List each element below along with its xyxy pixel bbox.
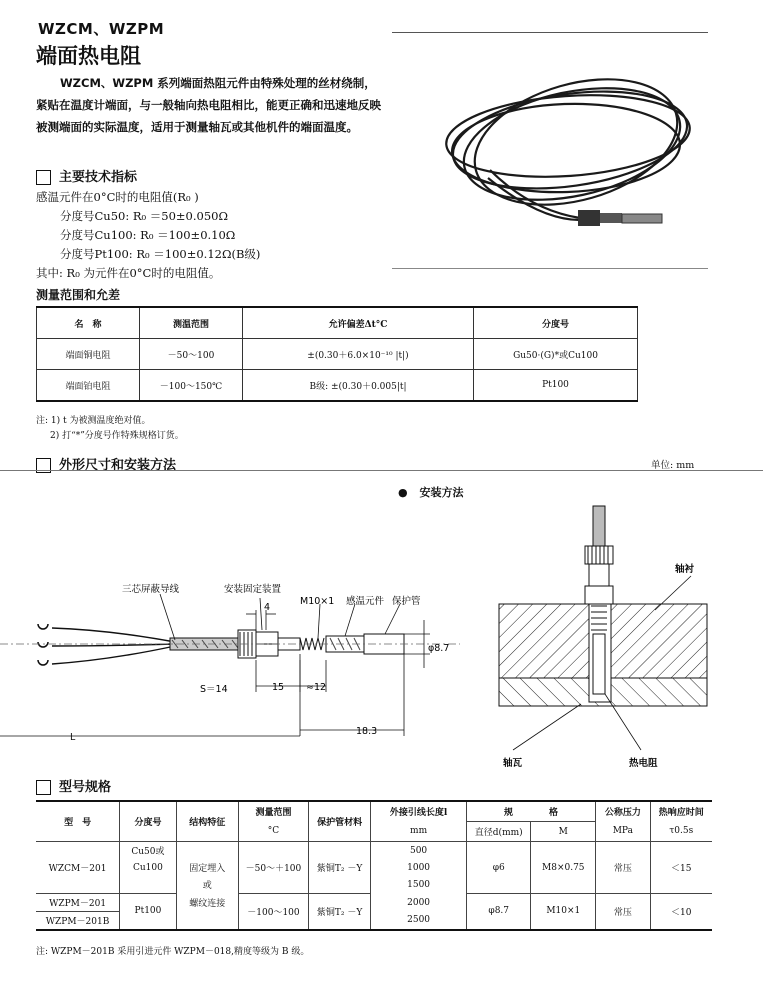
cell: 固定埋入 [176,859,238,876]
table-row [36,912,712,931]
cell: －50～100 [140,339,243,370]
col-header: 外接引线长度l [371,801,467,822]
label-dim4: 4 [264,602,271,613]
col-unit: MPa [596,822,650,842]
section-tech-specs [36,166,137,185]
col-header: 允许偏差Δt°C [243,307,474,339]
note-line: 注: 1) t 为被测温度绝对值。 [36,416,151,426]
table-row [37,339,638,370]
col-header: 规 格 [467,801,596,822]
col-header: 分度号 [474,307,638,339]
cell: Pt100 [474,370,638,402]
label-s14: S＝14 [200,684,228,695]
table-row [36,842,712,860]
bullet-icon: ● [398,486,408,499]
dimension-drawing [0,580,480,750]
model-table [36,800,712,931]
label-tube: 保护管 [392,596,421,607]
photo-rule [392,268,708,269]
cell: B级: ±(0.30＋0.005|t| [243,370,474,402]
cell: WZCM－201 [36,859,120,876]
resistance-heading: 感温元件在0°C时的电阻值(R₀ ) [36,190,199,204]
spec-line: 分度号Pt100: R₀ ＝100±0.12Ω(B级) [60,247,261,261]
footnote: 注: WZPM－201B 采用引进元件 WZPM－018,精度等级为 B 级。 [36,947,310,957]
spec-block [36,188,260,283]
col-unit: τ0.5s [650,822,712,842]
label-dim183: 18.3 [356,726,378,737]
table-row [36,876,712,894]
label-thread: M10×1 [300,596,335,607]
cell: φ8.7 [467,903,531,922]
section-title: 主要技术指标 [59,170,138,185]
label-bearing: 轴瓦 [503,758,523,769]
product-photo [430,70,710,250]
cell: －50～＋100 [238,859,308,876]
label-element: 感温元件 [346,596,385,607]
cell: ＜15 [650,859,712,876]
col-header: 结构特征 [176,801,238,842]
cell: 1500 [371,876,467,894]
cell: 常压 [596,859,650,876]
table-header-row [36,801,712,822]
table-notes [36,414,184,444]
col-header: 热响应时间 [650,801,712,822]
installation-drawing [495,500,717,770]
cell: 紫铜T₂ －Y [309,903,371,922]
label-dim15: 15 [272,682,285,693]
section-title: 外形尺寸和安装方法 [59,458,177,473]
cell: 常压 [596,903,650,922]
cell: M8×0.75 [531,859,596,876]
cell: ＜10 [650,903,712,922]
col-header: 公称压力 [596,801,650,822]
label-fixture: 安装固定装置 [224,584,282,595]
label-bushing: 轴衬 [675,564,695,575]
cell: 2500 [371,912,467,931]
col-header: 型 号 [36,801,120,842]
col-subheader: M [531,822,596,842]
page-title: 端面热电阻 [36,44,141,68]
cell: 端面铜电阻 [37,339,140,370]
cell: －100～150℃ [140,370,243,402]
cell: －100～100 [238,903,308,922]
spec-note: 其中: R₀ 为元件在0°C时的电阻值。 [36,266,221,280]
series-title: WZCM、WZPM [38,20,165,38]
col-header: 测量范围 [238,801,308,822]
cell: 500 [371,842,467,860]
section-box-icon [36,170,51,185]
section-rule [0,470,763,471]
label-rtd: 热电阻 [629,758,658,769]
label-L: L [70,732,76,743]
col-subheader: 直径d(mm) [467,822,531,842]
cell: φ6 [467,859,531,876]
cell: Gu50·(G)*或Cu100 [474,339,638,370]
label-dim12: ≈12 [306,682,327,693]
table-row [36,859,712,876]
install-title-text: 安装方法 [419,486,464,499]
section-title: 型号规格 [59,780,112,795]
col-header: 名 称 [37,307,140,339]
cell: 端面铂电阻 [37,370,140,402]
cell: M10×1 [531,903,596,922]
spec-line: 分度号Cu100: R₀ ＝100±0.10Ω [60,228,236,242]
col-header: 分度号 [120,801,177,842]
cell: Cu50或 [120,842,177,860]
col-unit: mm [371,822,467,842]
section-model-specs [36,776,111,795]
cell: 1000 [371,859,467,876]
table-row [37,370,638,402]
table-header-row [37,307,638,339]
cell: WZPM－201 [36,894,120,912]
intro-paragraph: WZCM、WZPM 系列端面热阻元件由特殊处理的丝材绕制，紧贴在温度计端面，与一般轴向热电阻相比，能更正确和迅速地反映被测端面的实际温度，适用于测量轴瓦或其他机件的端面温度。 [36,76,381,134]
section-box-icon [36,780,51,795]
cell: 螺纹连接 [176,894,238,912]
cell: ±(0.30＋6.0×10⁻¹⁰ |t|) [243,339,474,370]
cell: 或 [176,876,238,894]
note-line: 2) 打“*”分度号作特殊规格订货。 [50,431,184,441]
cell: Pt100 [120,903,177,922]
col-unit: °C [238,822,308,842]
label-diameter: φ8.7 [428,643,450,654]
install-title [398,484,463,500]
col-header: 测温范围 [140,307,243,339]
label-cable: 三芯屏蔽导线 [122,584,180,595]
tolerance-table [36,306,638,402]
cell: 2000 [371,894,467,912]
cell: WZPM－201B [36,912,120,931]
unit-label: 单位: mm [651,460,695,471]
cell: 紫铜T₂ －Y [309,859,371,876]
header-rule [392,32,708,33]
spec-line: 分度号Cu50: R₀ ＝50±0.050Ω [60,209,229,223]
col-header: 保护管材料 [309,801,371,842]
cell: Cu100 [120,859,177,876]
range-heading: 测量范围和允差 [36,288,121,302]
